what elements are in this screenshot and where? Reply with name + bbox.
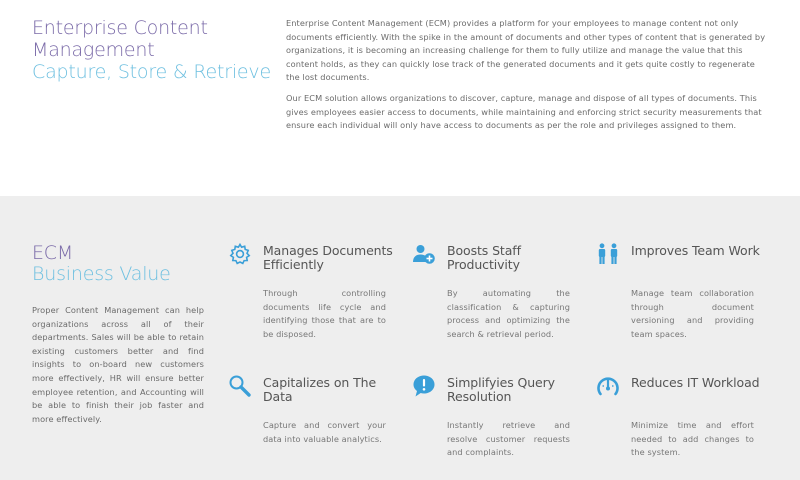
- intro-text: [286, 17, 770, 140]
- intro-paragraph-2: Our ECM solution allows organizations to discover, capture, manage and dispose of all types of documents. This gives employees easier access to documents, while maintaining and enforcing strict security measurements that ensure each individual will only have access to documents as per the role and privileges assigned to them.: [286, 92, 762, 131]
- intro-paragraph-1: Enterprise Content Management (ECM) provides a platform for your employees to manage content not only documents efficiently. With the spike in the amount of documents and other types of content that is generated by organizations, it is becoming an increasing challenge for them to fully utilize and manage the value that this content holds, as they can quickly lose track of the generated documents and it gets quite costly to regenerate the lost documents.: [286, 18, 766, 83]
- title-line-2: Management: [32, 39, 155, 61]
- feature-description: Manage team collaboration through document versioning and providing team spaces.: [631, 288, 754, 339]
- business-value-title-line-2: Business Value: [32, 263, 171, 285]
- title-subtitle: Capture, Store & Retrieve: [32, 61, 271, 83]
- title-line-1: Enterprise Content: [32, 17, 208, 39]
- business-value-section: [0, 196, 800, 480]
- search-icon: [228, 374, 252, 398]
- feature-description: Capture and convert your data into valuable analytics.: [263, 420, 386, 444]
- feature-description: Instantly retrieve and resolve customer requests and complaints.: [447, 420, 570, 458]
- business-value-title: [32, 243, 171, 285]
- feature-description: Through controlling documents life cycle and identifying those that are to be disposed.: [263, 288, 386, 339]
- chat-alert-icon: [412, 374, 436, 398]
- gauge-icon: [596, 374, 620, 398]
- feature-title: Improves Team Work: [631, 243, 760, 258]
- feature-title: Capitalizes on The Data: [263, 375, 377, 404]
- feature-title: Boosts Staff Productivity: [447, 243, 521, 272]
- business-value-text: Proper Content Management can help organizations across all of their departments. Sales will be able to retain existing customers better and find insights to on-board new customers more effectively, HR will ensure better employee retention, and Accounting will be able to finish their job faster and more effectively.: [32, 305, 204, 424]
- gear-icon: [228, 242, 252, 266]
- feature-title: Simplifyies Query Resolution: [447, 375, 555, 404]
- feature-description: By automating the classification & capturing process and optimizing the search & retrieval period.: [447, 288, 570, 339]
- business-value-title-line-1: ECM: [32, 242, 74, 264]
- add-user-icon: [412, 242, 436, 266]
- feature-title: Reduces IT Workload: [631, 375, 760, 390]
- page-title: [32, 17, 272, 83]
- feature-title: Manages Documents Efficiently: [263, 243, 393, 272]
- ecm-intro-section: [0, 0, 800, 196]
- team-icon: [596, 242, 620, 266]
- feature-description: Minimize time and effort needed to add changes to the system.: [631, 420, 754, 458]
